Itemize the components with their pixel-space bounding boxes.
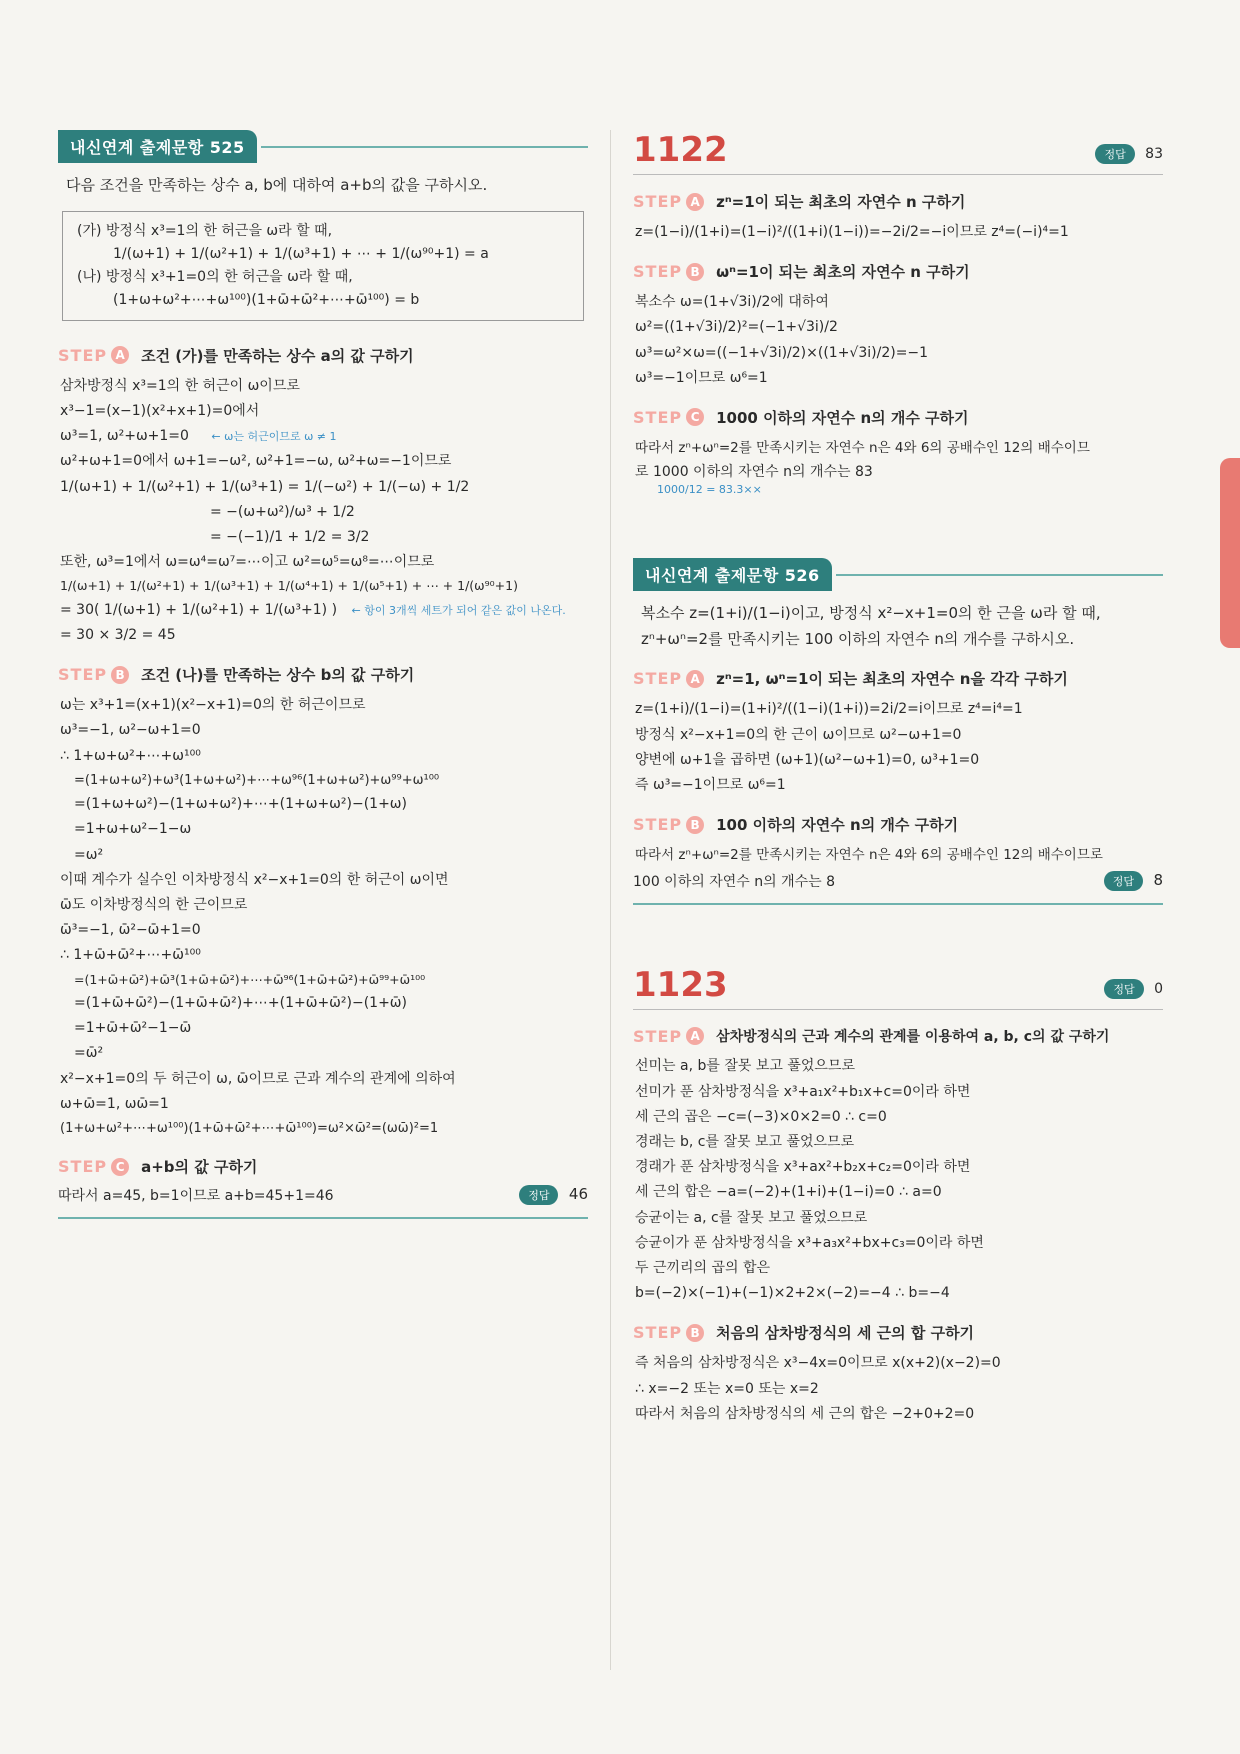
- solution-line: (1+ω+ω²+⋯+ω¹⁰⁰)(1+ω̄+ω̄²+⋯+ω̄¹⁰⁰)=ω²×ω̄²=(ωω̄)²=1: [60, 1120, 439, 1136]
- answer-value: 83: [1145, 146, 1163, 162]
- solution-line: 복소수 ω=(1+√3i)/2에 대하여: [635, 294, 829, 311]
- banner-label: 내신연계 출제문항 525: [58, 130, 257, 163]
- solution-line: 두 근끼리의 곱의 합은: [635, 1259, 771, 1276]
- step-title: 처음의 삼차방정식의 세 근의 합 구하기: [716, 1324, 975, 1343]
- solution-line: =ω̄²: [74, 1045, 104, 1062]
- solution-line: 1/(ω+1) + 1/(ω²+1) + 1/(ω³+1) = 1/(−ω²) + 1/(−ω) + 1/2: [60, 478, 470, 495]
- step-title: zⁿ=1이 되는 최초의 자연수 n 구하기: [716, 193, 966, 211]
- condition-box: [62, 211, 584, 321]
- step-title: ωⁿ=1이 되는 최초의 자연수 n 구하기: [716, 263, 970, 282]
- step-a-header: STEP A zⁿ=1, ωⁿ=1이 되는 최초의 자연수 n을 각각 구하기: [633, 669, 1068, 689]
- chapter-side-tab[interactable]: [1220, 458, 1240, 648]
- step-b-header: STEP B 처음의 삼차방정식의 세 근의 합 구하기: [633, 1323, 975, 1343]
- solution-line: x³−1=(x−1)(x²+x+1)=0에서: [60, 403, 260, 420]
- solution-line: 로 1000 이하의 자연수 n의 개수는 83: [635, 464, 873, 481]
- answer-value: 8: [1153, 871, 1163, 890]
- condition-line: (가) 방정식 x³=1의 한 허근을 ω라 할 때,: [77, 222, 333, 239]
- solution-line: ω³=−1, ω²−ω+1=0: [60, 722, 201, 739]
- solution-line: =1+ω+ω²−1−ω: [74, 821, 192, 838]
- solution-line: ω²=((1+√3i)/2)²=(−1+√3i)/2: [635, 319, 838, 336]
- solution-line: 경래가 푼 삼차방정식을 x³+ax²+b₂x+c₂=0이라 하면: [635, 1159, 971, 1176]
- solution-line: 방정식 x²−x+1=0의 한 근이 ω이므로 ω²−ω+1=0: [635, 726, 962, 743]
- question-text: 복소수 z=(1+i)/(1−i)이고, 방정식 x²−x+1=0의 한 근을 ω라 할 때, zⁿ+ωⁿ=2를 만족시키는 100 이하의 자연수 n의 개수를 구하시오.: [641, 604, 1101, 648]
- solution-line: b=(−2)×(−1)+(−1)×2+2×(−2)=−4 ∴ b=−4: [635, 1285, 950, 1302]
- step-title: a+b의 값 구하기: [141, 1158, 258, 1177]
- solution-line: ∴ x=−2 또는 x=0 또는 x=2: [635, 1380, 819, 1397]
- solution-line: ω²+ω+1=0에서 ω+1=−ω², ω²+1=−ω, ω²+ω=−1이므로: [60, 453, 452, 470]
- solution-line: 선미는 a, b를 잘못 보고 풀었으므로: [635, 1058, 855, 1075]
- condition-line: 1/(ω+1) + 1/(ω²+1) + 1/(ω³+1) + ⋯ + 1/(ω⁹⁰+1) = a: [113, 245, 489, 262]
- section-banner-525: [58, 130, 588, 163]
- solution-line: 또한, ω³=1에서 ω=ω⁴=ω⁷=⋯이고 ω²=ω⁵=ω⁸=⋯이므로: [60, 554, 435, 571]
- solution-line: =(1+ω+ω²)+ω³(1+ω+ω²)+⋯+ω⁹⁶(1+ω+ω²)+ω⁹⁹+ω¹⁰⁰: [74, 772, 440, 788]
- solution-line: 경래는 b, c를 잘못 보고 풀었으므로: [635, 1134, 855, 1151]
- condition-line: (나) 방정식 x³+1=0의 한 허근을 ω라 할 때,: [77, 268, 353, 285]
- step-a-header: STEP A 삼차방정식의 근과 계수의 관계를 이용하여 a, b, c의 값 구하기: [633, 1026, 1110, 1046]
- solution-line: 삼차방정식 x³=1의 한 허근이 ω이므로: [60, 377, 300, 394]
- step-a-header: STEP A 조건 (가)를 만족하는 상수 a의 값 구하기: [58, 345, 414, 365]
- problem-header-1122: [633, 130, 1163, 175]
- left-column: [58, 130, 588, 1219]
- solution-line: ∴ 1+ω̄+ω̄²+⋯+ω̄¹⁰⁰: [60, 947, 201, 964]
- step-b-header: STEP B ωⁿ=1이 되는 최초의 자연수 n 구하기: [633, 262, 970, 282]
- solution-line: 승균이가 푼 삼차방정식을 x³+a₃x²+bx+c₃=0이라 하면: [635, 1234, 984, 1251]
- solution-line: =(1+ω̄+ω̄²)−(1+ω̄+ω̄²)+⋯+(1+ω̄+ω̄²)−(1+ω̄): [74, 995, 407, 1012]
- section-banner-526: [633, 558, 1163, 591]
- answer-badge: 정답: [1104, 979, 1143, 999]
- question-text: 다음 조건을 만족하는 상수 a, b에 대하여 a+b의 값을 구하시오.: [66, 176, 488, 194]
- solution-line: = −(−1)/1 + 1/2 = 3/2: [210, 529, 370, 545]
- solution-line: z=(1+i)/(1−i)=(1+i)²/((1−i)(1+i))=2i/2=i이므로 z⁴=i⁴=1: [635, 701, 1023, 718]
- answer-value: 0: [1154, 981, 1163, 998]
- right-column: [633, 130, 1163, 1427]
- solution-line: =(1+ω+ω²)−(1+ω+ω²)+⋯+(1+ω+ω²)−(1+ω): [74, 796, 407, 813]
- solution-line: =(1+ω̄+ω̄²)+ω̄³(1+ω̄+ω̄²)+⋯+ω̄⁹⁶(1+ω̄+ω̄²)+ω̄⁹⁹+ω̄¹⁰⁰: [74, 971, 426, 987]
- solution-line: ω̄³=−1, ω̄²−ω̄+1=0: [60, 922, 201, 939]
- answer-badge: 정답: [519, 1185, 558, 1205]
- solution-line: ω+ω̄=1, ωω̄=1: [60, 1095, 169, 1112]
- solution-line: = 30 × 3/2 = 45: [60, 627, 176, 644]
- solution-line: z=(1−i)/(1+i)=(1−i)²/((1+i)(1−i))=−2i/2=−i이므로 z⁴=(−i)⁴=1: [635, 224, 1069, 240]
- solution-line: =ω²: [74, 846, 104, 863]
- problem-header-1123: [633, 965, 1163, 1010]
- step-b-header: STEP B 조건 (나)를 만족하는 상수 b의 값 구하기: [58, 665, 415, 685]
- final-answer-row: [633, 871, 1163, 891]
- solution-line: =1+ω̄+ω̄²−1−ω̄: [74, 1020, 192, 1037]
- step-c-header: STEP C a+b의 값 구하기: [58, 1157, 258, 1177]
- solution-line: ω는 x³+1=(x+1)(x²−x+1)=0의 한 허근이므로: [60, 697, 366, 714]
- step-title: zⁿ=1, ωⁿ=1이 되는 최초의 자연수 n을 각각 구하기: [716, 670, 1068, 689]
- solution-line: 이때 계수가 실수인 이차방정식 x²−x+1=0의 한 허근이 ω이면: [60, 871, 449, 888]
- solution-line: = 30( 1/(ω+1) + 1/(ω²+1) + 1/(ω³+1) ) ← 항이 3개씩 세트가 되어 같은 값이 나온다.: [60, 601, 566, 618]
- solution-line: 따라서 처음의 삼차방정식의 세 근의 합은 −2+0+2=0: [635, 1405, 975, 1422]
- step-b-header: STEP B 100 이하의 자연수 n의 개수 구하기: [633, 815, 959, 835]
- solution-line: ω³=1, ω²+ω+1=0 ← ω는 허근이므로 ω ≠ 1: [60, 428, 337, 445]
- solution-line: ∴ 1+ω+ω²+⋯+ω¹⁰⁰: [60, 747, 201, 764]
- condition-line: (1+ω+ω²+⋯+ω¹⁰⁰)(1+ω̄+ω̄²+⋯+ω̄¹⁰⁰) = b: [113, 291, 420, 308]
- solution-line: 1/(ω+1) + 1/(ω²+1) + 1/(ω³+1) + 1/(ω⁴+1) + 1/(ω⁵+1) + ⋯ + 1/(ω⁹⁰+1): [60, 578, 518, 594]
- margin-note: 1000/12 = 83.3××: [657, 483, 762, 497]
- step-title: 1000 이하의 자연수 n의 개수 구하기: [716, 408, 969, 427]
- margin-note: ← ω는 허근이므로 ω ≠ 1: [211, 430, 337, 444]
- solution-line: = −(ω+ω²)/ω³ + 1/2: [210, 503, 355, 520]
- problem-number: 1122: [633, 130, 728, 170]
- answer-badge: 정답: [1104, 871, 1143, 891]
- step-a-header: STEP A zⁿ=1이 되는 최초의 자연수 n 구하기: [633, 192, 966, 211]
- final-answer-row: [58, 1185, 588, 1205]
- step-title: 100 이하의 자연수 n의 개수 구하기: [716, 816, 959, 835]
- column-divider: [610, 130, 611, 1670]
- solution-line: 따라서 zⁿ+ωⁿ=2를 만족시키는 자연수 n은 4와 6의 공배수인 12의 배수이므로: [635, 847, 1103, 864]
- solution-line: ω³=ω²×ω=((−1+√3i)/2)×((1+√3i)/2)=−1: [635, 344, 929, 361]
- problem-number: 1123: [633, 965, 728, 1006]
- margin-note: ← 항이 3개씩 세트가 되어 같은 값이 나온다.: [351, 603, 566, 617]
- solution-line: ω̄도 이차방정식의 한 근이므로: [60, 896, 248, 913]
- solution-line: 선미가 푼 삼차방정식을 x³+a₁x²+b₁x+c=0이라 하면: [635, 1083, 971, 1100]
- step-title: 조건 (가)를 만족하는 상수 a의 값 구하기: [141, 346, 414, 365]
- solution-line: ω³=−1이므로 ω⁶=1: [635, 369, 768, 386]
- step-title: 조건 (나)를 만족하는 상수 b의 값 구하기: [141, 666, 415, 685]
- banner-label: 내신연계 출제문항 526: [633, 558, 832, 591]
- solution-line: 양변에 ω+1을 곱하면 (ω+1)(ω²−ω+1)=0, ω³+1=0: [635, 751, 980, 768]
- solution-line: 따라서 zⁿ+ωⁿ=2를 만족시키는 자연수 n은 4와 6의 공배수인 12의 배수이므: [635, 439, 1090, 456]
- step-title: 삼차방정식의 근과 계수의 관계를 이용하여 a, b, c의 값 구하기: [716, 1029, 1110, 1046]
- final-statement: 따라서 a=45, b=1이므로 a+b=45+1=46: [58, 1188, 334, 1205]
- solution-line: 즉 처음의 삼차방정식은 x³−4x=0이므로 x(x+2)(x−2)=0: [635, 1355, 1001, 1372]
- solution-line: 세 근의 합은 −a=(−2)+(1+i)+(1−i)=0 ∴ a=0: [635, 1184, 942, 1201]
- solution-line: 세 근의 곱은 −c=(−3)×0×2=0 ∴ c=0: [635, 1108, 887, 1125]
- solution-line: 100 이하의 자연수 n의 개수는 8: [633, 874, 835, 891]
- solution-line: 즉 ω³=−1이므로 ω⁶=1: [635, 776, 786, 793]
- solution-line: 승균이는 a, c를 잘못 보고 풀었으므로: [635, 1209, 868, 1226]
- answer-value: 46: [568, 1185, 588, 1204]
- answer-badge: 정답: [1095, 144, 1134, 164]
- solution-line: x²−x+1=0의 두 허근이 ω, ω̄이므로 근과 계수의 관계에 의하여: [60, 1070, 456, 1087]
- step-c-header: STEP C 1000 이하의 자연수 n의 개수 구하기: [633, 407, 969, 427]
